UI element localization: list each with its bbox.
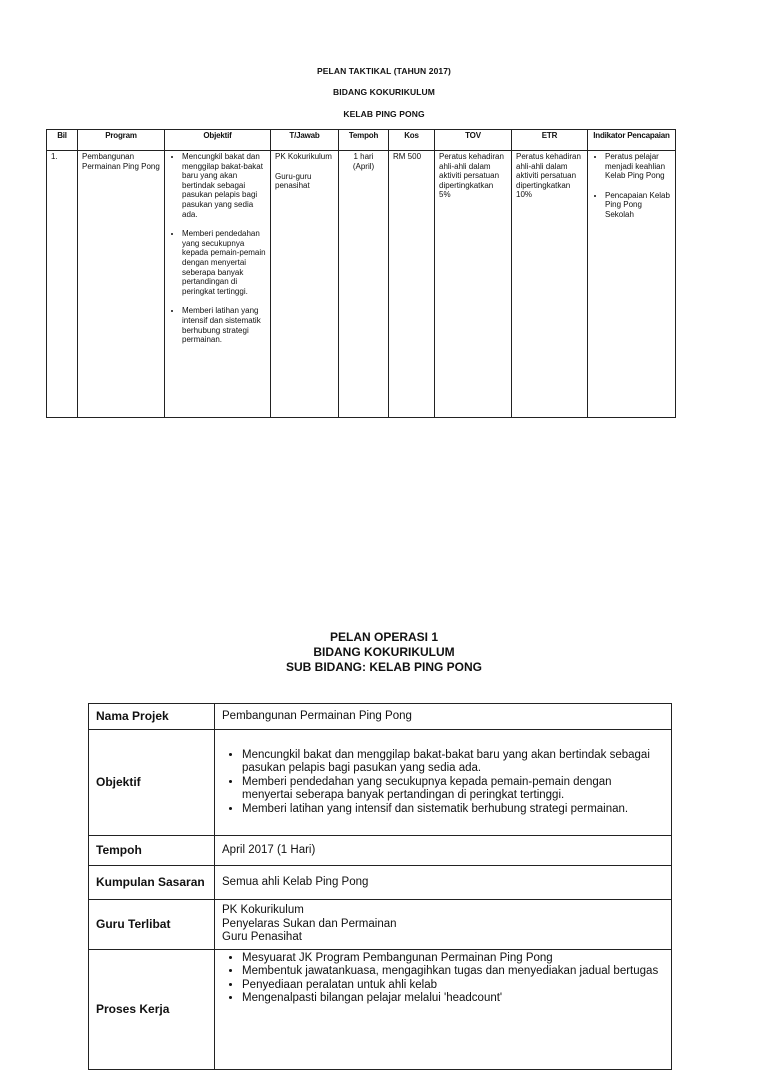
value-kumpulan-sasaran: Semua ahli Kelab Ping Pong xyxy=(215,866,672,900)
table-row xyxy=(89,866,672,900)
label-proses-kerja: Proses Kerja xyxy=(89,950,215,1070)
list-item: • Peratus pelajar menjadi keahlian Kelab Ping Pong xyxy=(605,152,671,181)
label-nama-projek: Nama Projek xyxy=(89,704,215,730)
taktikal-table xyxy=(46,129,676,418)
list-item: • Memberi latihan yang intensif dan sistematik berhubung strategi permainan. xyxy=(242,803,664,816)
header-kos: Kos xyxy=(389,130,435,151)
header-tjawab: T/Jawab xyxy=(271,130,339,151)
list-item: • Memberi pendedahan yang secukupnya kepada pemain-pemain dengan menyertai seberapa banyak pertandingan di peringkat tertinggi. xyxy=(242,776,664,803)
header-bil: Bil xyxy=(47,130,78,151)
taktikal-title: PELAN TAKTIKAL (TAHUN 2017) xyxy=(317,66,451,76)
cell-program: Pembangunan Permainan Ping Pong xyxy=(78,151,165,418)
value-guru-terlibat xyxy=(215,900,672,950)
header-program: Program xyxy=(78,130,165,151)
list-item: • Mencungkil bakat dan menggilap bakat-bakat baru yang akan bertindak sebagai pasukan pelapis bagi pasukan yang sedia ada. xyxy=(242,749,664,776)
header-etr: ETR xyxy=(512,130,588,151)
value-proses-kerja xyxy=(215,950,672,1070)
tempoh-line: (April) xyxy=(352,161,375,171)
label-kumpulan-sasaran: Kumpulan Sasaran xyxy=(89,866,215,900)
label-guru-terlibat: Guru Terlibat xyxy=(89,900,215,950)
indikator-list xyxy=(592,152,671,220)
operasi-table xyxy=(88,703,672,1070)
cell-objektif xyxy=(165,151,271,418)
operasi-subtitle: BIDANG KOKURIKULUM xyxy=(313,645,455,659)
guru-line: PK Kokurikulum xyxy=(222,904,304,917)
cell-kos: RM 500 xyxy=(389,151,435,418)
operasi-sub-bidang: SUB BIDANG: KELAB PING PONG xyxy=(285,660,482,674)
list-item: • Memberi latihan yang intensif dan sistematik berhubung strategi permainan. xyxy=(182,306,266,344)
table-row xyxy=(89,950,672,1070)
guru-line: Guru Penasihat xyxy=(222,931,302,944)
operasi-title: PELAN OPERASI 1 xyxy=(329,630,439,644)
value-objektif xyxy=(215,730,672,836)
header-tempoh: Tempoh xyxy=(339,130,389,151)
cell-etr: Peratus kehadiran ahli-ahli dalam aktiviti persatuan dipertingkatkan 10% xyxy=(512,151,588,418)
table-row xyxy=(89,704,672,730)
list-item: • Memberi pendedahan yang secukupnya kepada pemain-pemain dengan menyertai seberapa banyak pertandingan di peringkat tertinggi. xyxy=(182,229,266,296)
table-row xyxy=(89,836,672,866)
table-row xyxy=(89,730,672,836)
label-objektif: Objektif xyxy=(89,730,215,836)
objektif-list xyxy=(169,152,266,345)
header-tov: TOV xyxy=(435,130,512,151)
guru-line: Penyelaras Sukan dan Permainan xyxy=(222,917,397,930)
cell-bil: 1. xyxy=(47,151,78,418)
list-item: • Membentuk jawatankuasa, mengagihkan tugas dan menyediakan jadual bertugas xyxy=(242,965,664,978)
objektif-list xyxy=(222,749,664,816)
taktikal-header-row xyxy=(47,130,676,151)
table-row xyxy=(47,151,676,418)
table-row xyxy=(89,900,672,950)
list-item: • Pencapaian Kelab Ping Pong Sekolah xyxy=(605,191,671,220)
taktikal-subtitle: BIDANG KOKURIKULUM xyxy=(333,87,435,97)
list-item: • Penyediaan peralatan untuk ahli kelab xyxy=(242,979,664,992)
cell-indikator xyxy=(588,151,676,418)
header-indikator: Indikator Pencapaian xyxy=(588,130,676,151)
tjawab-line: PK Kokurikulum xyxy=(275,152,332,161)
tjawab-line: Guru-guru penasihat xyxy=(275,171,312,191)
cell-tov: Peratus kehadiran ahli-ahli dalam aktiviti persatuan dipertingkatkan 5% xyxy=(435,151,512,418)
list-item: • Mengenalpasti bilangan pelajar melalui 'headcount' xyxy=(242,992,664,1005)
header-objektif: Objektif xyxy=(165,130,271,151)
tempoh-line: 1 hari xyxy=(353,152,374,161)
list-item: • Mesyuarat JK Program Pembangunan Permainan Ping Pong xyxy=(242,952,664,965)
label-tempoh: Tempoh xyxy=(89,836,215,866)
cell-tempoh xyxy=(339,151,389,418)
value-tempoh: April 2017 (1 Hari) xyxy=(215,836,672,866)
proses-list xyxy=(222,952,664,1006)
list-item: • Mencungkil bakat dan menggilap bakat-bakat baru yang akan bertindak sebagai pasukan pelapis bagi pasukan yang sedia ada. xyxy=(182,152,266,219)
value-nama-projek: Pembangunan Permainan Ping Pong xyxy=(215,704,672,730)
taktikal-club-title: KELAB PING PONG xyxy=(343,109,425,119)
cell-tjawab xyxy=(271,151,339,418)
